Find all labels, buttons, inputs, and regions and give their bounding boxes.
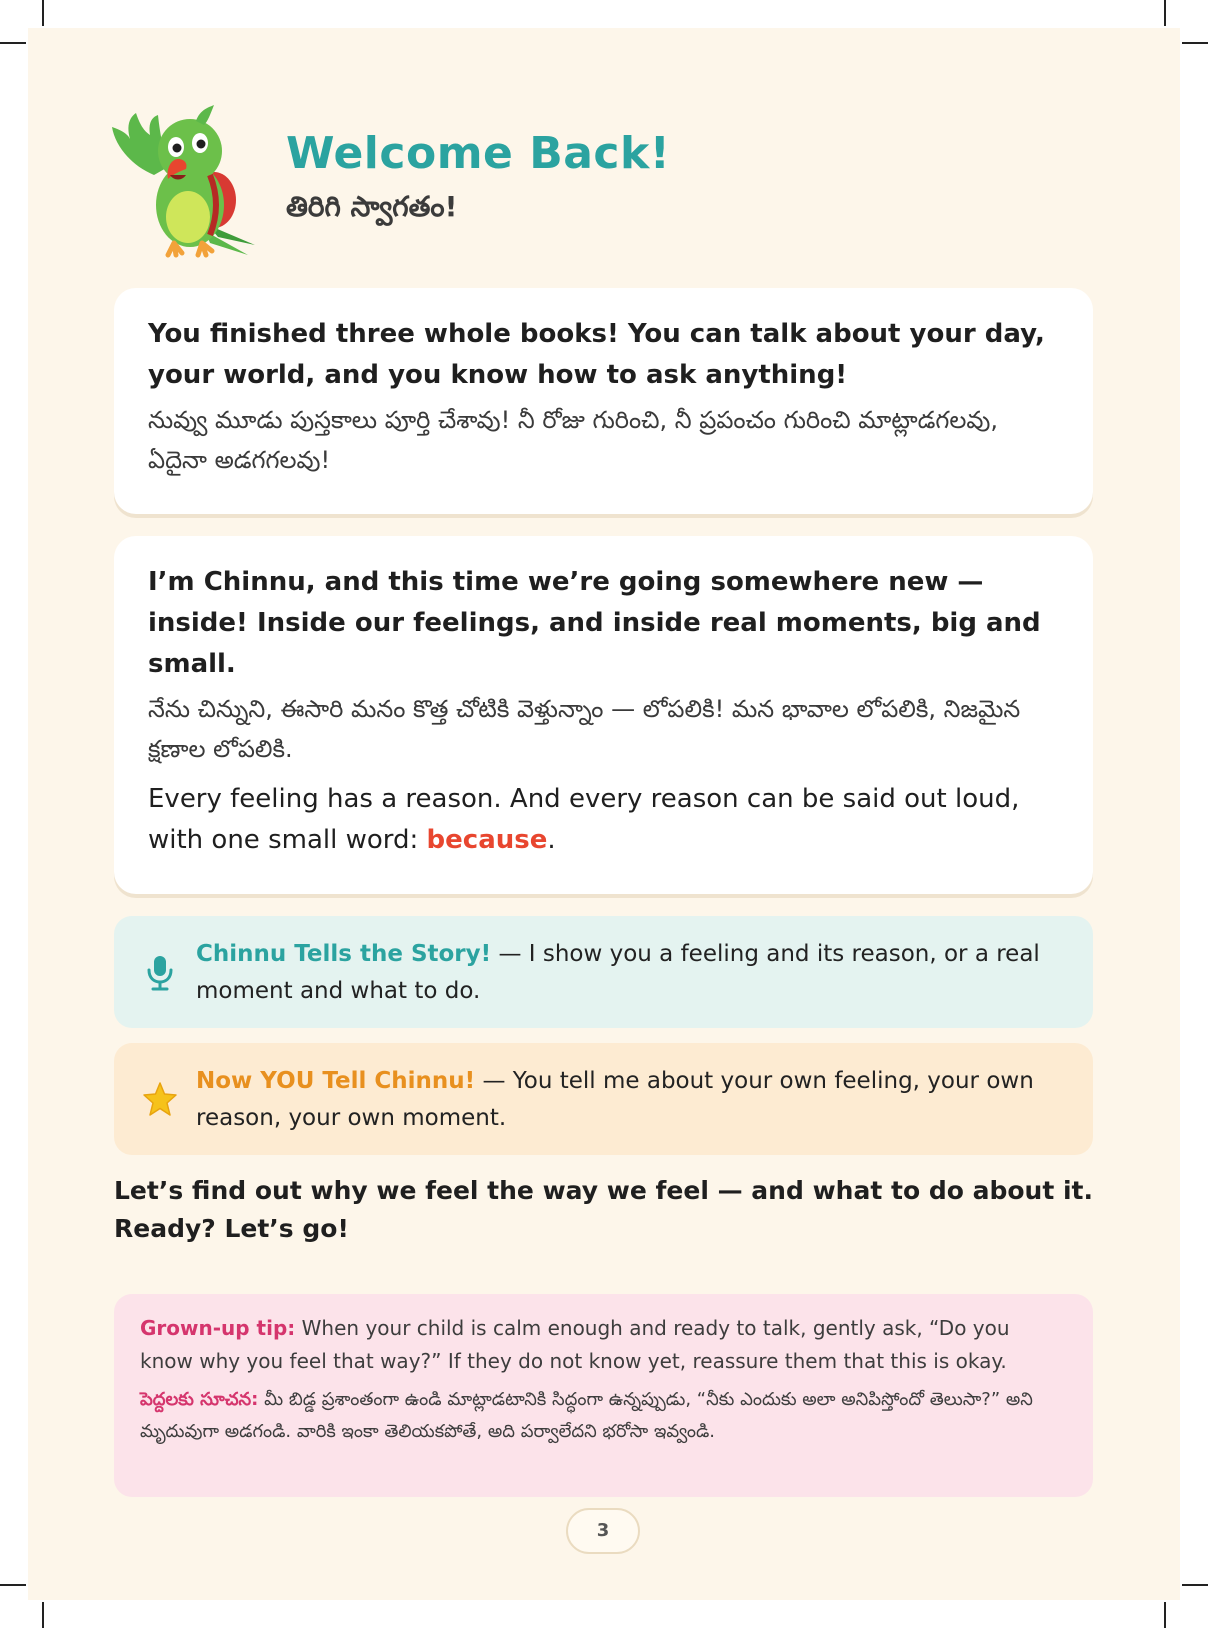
story-mode-text: — I show you a feeling and its reason, or a real moment and what to do. — [196, 941, 1040, 1004]
crop-mark — [1164, 0, 1166, 26]
crop-mark — [1182, 42, 1208, 44]
page-title: Welcome Back! — [286, 128, 671, 179]
because-sentence-end: . — [547, 825, 556, 855]
page-number: 3 — [566, 1508, 640, 1554]
tip-label-telugu: పెద్దలకు సూచన: — [140, 1389, 259, 1410]
your-turn-text: — You tell me about your own feeling, your own reason, your own moment. — [196, 1068, 1034, 1131]
closing-text: Let’s find out why we feel the way we feel — and what to do about it. Ready? Let’s go! — [114, 1176, 1094, 1243]
crop-mark — [42, 0, 44, 26]
because-sentence-start: Every feeling has a reason. And every reason can be said out loud, with one small word: — [148, 784, 1020, 855]
page-subtitle-telugu: తిరిగి స్వాగతం! — [286, 190, 458, 223]
tip-text-telugu: మీ బిడ్డ ప్రశాంతంగా ఉండి మాట్లాడటానికి సిద్ధంగా ఉన్నప్పుడు, “నీకు ఎందుకు అలా అనిపిస్తోందో తెలుసా?” అని మృదువుగా అడగండి. వారికి ఇంకా తెలియకపోతే, అది పర్వాలేదని భరోసా ఇవ్వండి. — [140, 1389, 1033, 1442]
crop-mark — [42, 1602, 44, 1628]
your-turn-box — [114, 1043, 1093, 1155]
crop-mark — [1164, 1602, 1166, 1628]
tip-label-english: Grown-up tip: — [140, 1316, 296, 1340]
intro-card — [114, 288, 1093, 514]
intro-text-english: You finished three whole books! You can talk about your day, your world, and you know how to ask anything! — [148, 319, 1045, 390]
parrot-mascot-icon — [110, 105, 260, 265]
tip-text-english: When your child is calm enough and ready to talk, gently ask, “Do you know why you feel that way?” If they do not know yet, reassure them that this is okay. — [140, 1316, 1010, 1373]
intro-text-telugu: నువ్వు మూడు పుస్తకాలు పూర్తి చేశావు! నీ రోజు గురించి, నీ ప్రపంచం గురించి మాట్లాడగలవు, ఏదైనా అడగగలవు! — [148, 406, 998, 474]
chinnu-card — [114, 536, 1093, 894]
crop-mark — [1182, 1584, 1208, 1586]
because-sentence — [148, 779, 1059, 861]
star-icon — [142, 1079, 178, 1119]
grown-up-tip-box — [114, 1294, 1093, 1497]
crop-mark — [0, 42, 26, 44]
your-turn-title: Now YOU Tell Chinnu! — [196, 1068, 476, 1094]
crop-mark — [0, 1584, 26, 1586]
story-mode-box — [114, 916, 1093, 1028]
chinnu-text-telugu: నేను చిన్నుని, ఈసారి మనం కొత్త చోటికి వెళ్తున్నాం — లోపలికి! మన భావాల లోపలికి, నిజమైన క్షణాల లోపలికి. — [148, 695, 1021, 763]
tip-english — [140, 1312, 1067, 1378]
story-mode-title: Chinnu Tells the Story! — [196, 941, 492, 967]
tip-telugu — [140, 1384, 1067, 1448]
because-highlight: because — [426, 825, 548, 855]
chinnu-text-english: I’m Chinnu, and this time we’re going somewhere new — inside! Inside our feelings, and inside real moments, big and small. — [148, 567, 1041, 679]
microphone-icon — [142, 952, 178, 992]
